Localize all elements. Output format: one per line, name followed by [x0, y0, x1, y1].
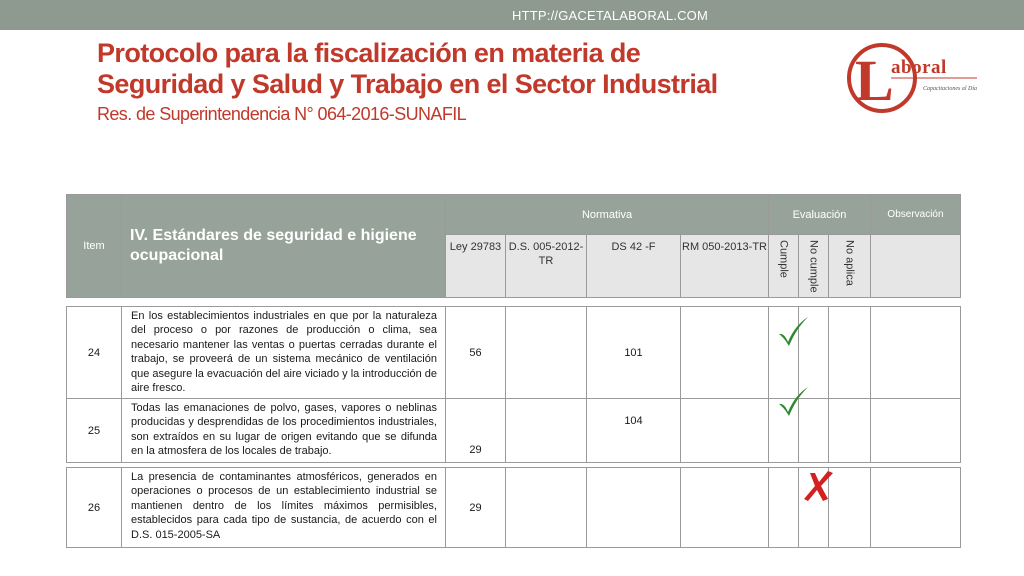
row-ds42-value: 101	[587, 307, 681, 399]
row-cumple-cell[interactable]	[769, 468, 799, 548]
row-ds42-value	[587, 468, 681, 548]
top-bar	[0, 0, 1024, 30]
row-description: Todas las emanaciones de polvo, gases, vapores o neblinas producidas y desprendidas de los procedimientos industriales, son extraídos en su lugar de origen evitando que se difunda en la atmosfera de los locales de trabajo.	[122, 399, 446, 463]
subheader-ds-42: DS 42 -F	[587, 235, 681, 298]
row-ds42-value: 104	[587, 399, 681, 463]
slide-title-line-2: Seguridad y Salud y Trabajo en el Sector Industrial	[97, 69, 718, 99]
row-observacion-cell[interactable]	[871, 307, 961, 399]
subheader-observacion-empty	[871, 235, 961, 298]
header-section-title: IV. Estándares de seguridad e higiene ocupacional	[122, 195, 446, 298]
evaluation-table-body-1	[66, 306, 961, 463]
row-ley-value: 29	[446, 468, 506, 548]
subheader-no-cumple: No cumple	[807, 240, 820, 293]
logo-letter: L	[855, 48, 894, 113]
header-item: Item	[67, 195, 122, 298]
row-ds005-value	[506, 307, 587, 399]
row-no-aplica-cell[interactable]	[829, 307, 871, 399]
row-description: La presencia de contaminantes atmosféricos, generados en operaciones o procesos de un establecimiento industrial se mantienen dentro de los límites máximos permisibles, establecidos para cada tipo de sustancia, de acuerdo con el D.S. 015-2005-SA	[122, 468, 446, 548]
subheader-cumple: Cumple	[777, 240, 790, 278]
row-ds005-value	[506, 468, 587, 548]
table-row	[67, 307, 961, 399]
row-ley-value: 56	[446, 307, 506, 399]
logo-tagline: Capacitaciones al Día	[923, 86, 977, 92]
row-ds005-value	[506, 399, 587, 463]
slide-title-line-1: Protocolo para la fiscalización en materia de	[97, 38, 641, 68]
slide-title	[97, 38, 718, 100]
site-url[interactable]: HTTP://GACETALABORAL.COM	[512, 8, 708, 23]
row-observacion-cell[interactable]	[871, 399, 961, 463]
laboral-logo	[845, 40, 985, 116]
subheader-no-aplica: No aplica	[843, 240, 856, 286]
subheader-ds-005: D.S. 005-2012-TR	[506, 235, 587, 298]
table-row	[67, 399, 961, 463]
cross-icon	[802, 469, 836, 503]
row-rm050-value	[681, 399, 769, 463]
row-item: 24	[67, 307, 122, 399]
row-no-aplica-cell[interactable]	[829, 399, 871, 463]
row-item: 26	[67, 468, 122, 548]
subheader-rm-050: RM 050-2013-TR	[681, 235, 769, 298]
row-rm050-value	[681, 468, 769, 548]
check-icon	[776, 384, 810, 418]
row-description: En los establecimientos industriales en que por la naturaleza del proceso o por razones de producción o clima, sea necesario mantener las ventas o puertas cerradas durante el trabajo, se proveerá de un sistema mecánico de ventilación que asegure la evacuación del aire viciado y la introducción de aire fresco.	[122, 307, 446, 399]
slide-subtitle: Res. de Superintendencia N° 064-2016-SUNAFIL	[97, 104, 467, 124]
logo-name: aboral	[891, 57, 947, 78]
row-observacion-cell[interactable]	[871, 468, 961, 548]
row-item: 25	[67, 399, 122, 463]
row-rm050-value	[681, 307, 769, 399]
subheader-ley-29783: Ley 29783	[446, 235, 506, 298]
evaluation-table-header	[66, 194, 961, 298]
header-observacion: Observación	[871, 195, 961, 235]
row-ley-value: 29	[446, 399, 506, 463]
header-evaluacion: Evaluación	[769, 195, 871, 235]
check-icon	[776, 314, 810, 348]
header-normativa: Normativa	[446, 195, 769, 235]
